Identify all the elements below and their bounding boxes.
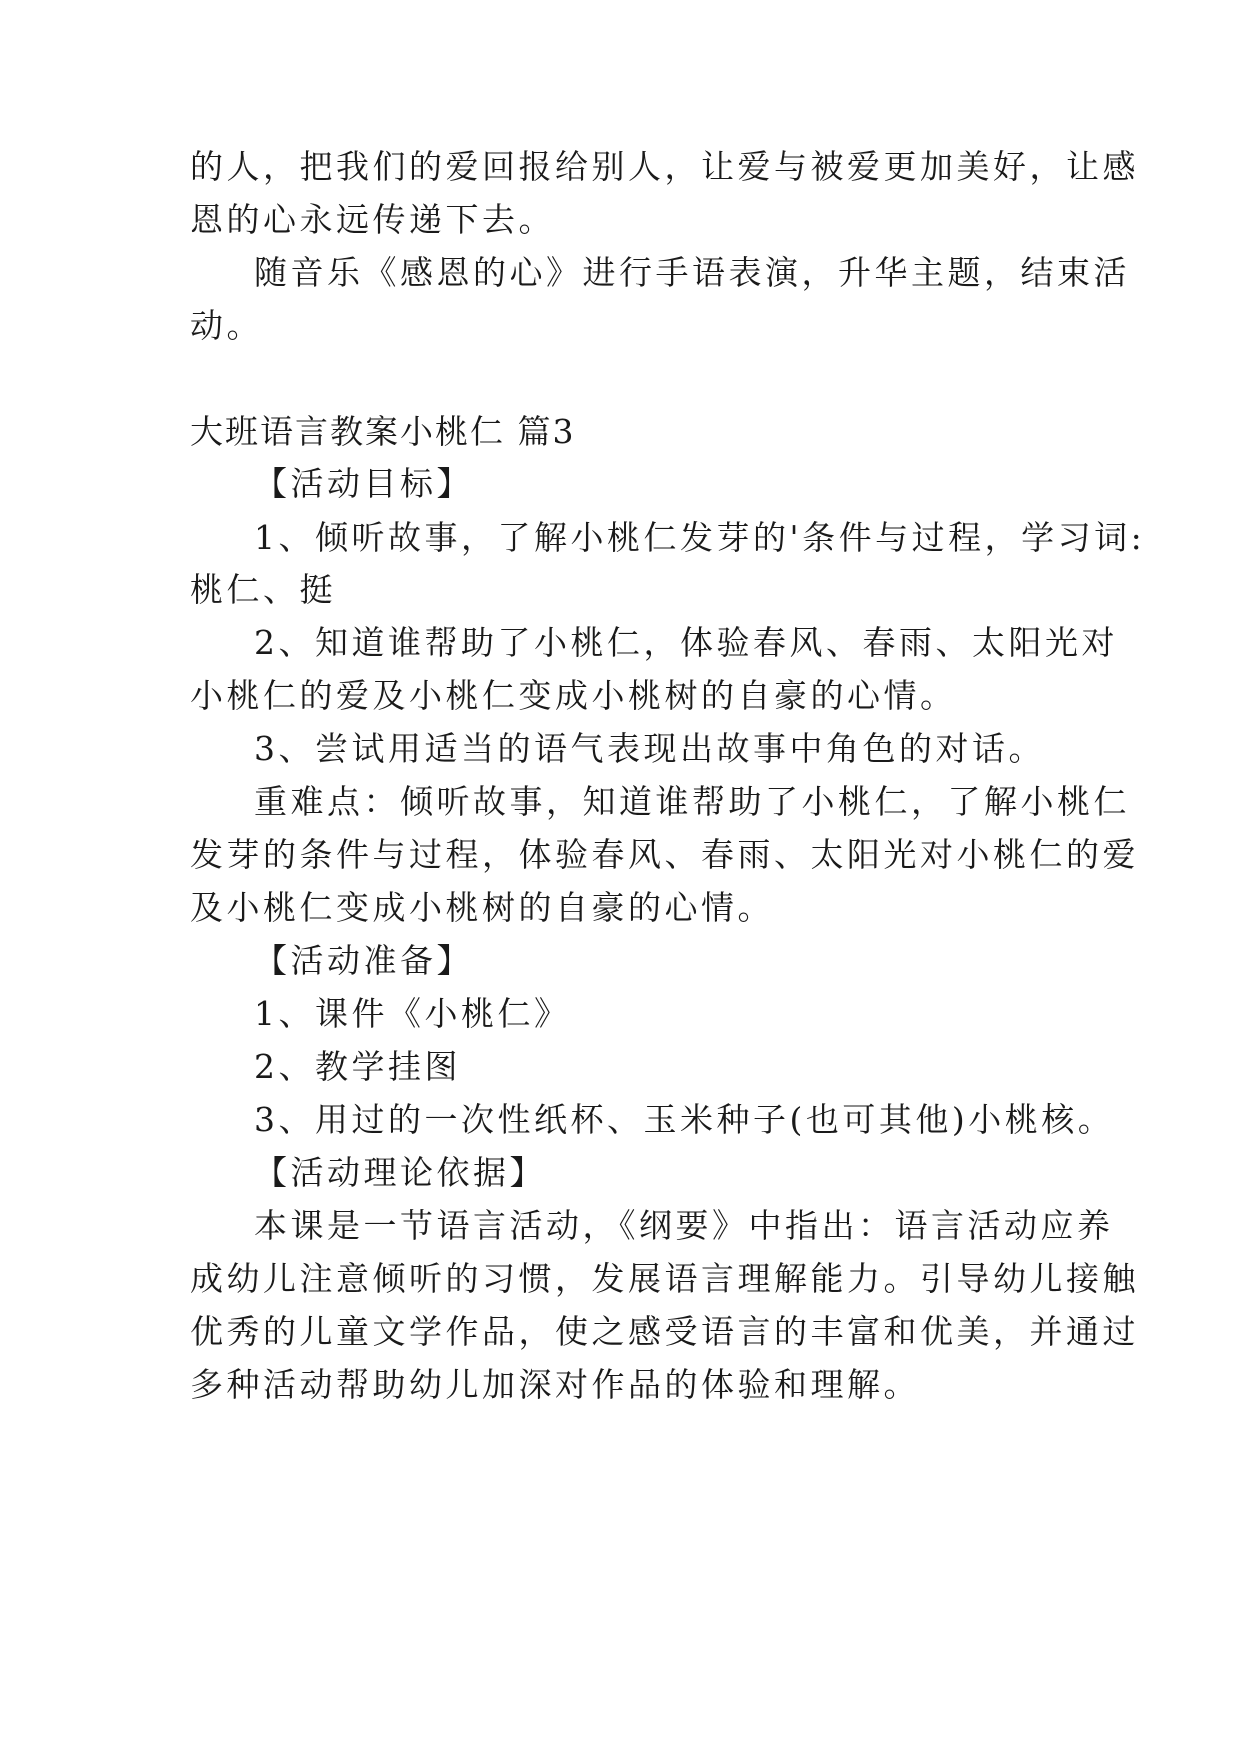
prep-item: 2、教学挂图	[254, 1047, 461, 1086]
goal-1-line: 1、倾听故事，了解小桃仁发芽的'条件与过程，学习词:	[254, 518, 1146, 557]
prep-item: 1、课件《小桃仁》	[254, 994, 571, 1033]
paragraph-line: 的人，把我们的爱回报给别人，让爱与被爱更加美好，让感	[190, 147, 1139, 186]
key-points-line: 重难点：倾听故事，知道谁帮助了小桃仁，了解小桃仁	[254, 782, 1130, 821]
paragraph-line: 动。	[190, 306, 263, 345]
theory-line: 多种活动帮助幼儿加深对作品的体验和理解。	[190, 1365, 920, 1404]
prep-heading: 【活动准备】	[254, 941, 473, 980]
goal-3-line: 3、尝试用适当的语气表现出故事中角色的对话。	[254, 729, 1045, 768]
key-points-line: 及小桃仁变成小桃树的自豪的心情。	[190, 888, 774, 927]
theory-line: 本课是一节语言活动，《纲要》中指出：语言活动应养	[254, 1206, 1114, 1245]
theory-heading: 【活动理论依据】	[254, 1153, 546, 1192]
key-points-line: 发芽的条件与过程，体验春风、春雨、太阳光对小桃仁的爱	[190, 835, 1139, 874]
section-title: 大班语言教案小桃仁 篇3	[190, 412, 576, 451]
theory-line: 成幼儿注意倾听的习惯，发展语言理解能力。引导幼儿接触	[190, 1259, 1139, 1298]
prep-item: 3、用过的一次性纸杯、玉米种子(也可其他)小桃核。	[254, 1100, 1115, 1139]
paragraph-line: 随音乐《感恩的心》进行手语表演，升华主题，结束活	[254, 253, 1130, 292]
goal-1-line: 桃仁、挺	[190, 570, 336, 609]
paragraph-line: 恩的心永远传递下去。	[190, 200, 555, 239]
theory-line: 优秀的儿童文学作品，使之感受语言的丰富和优美，并通过	[190, 1312, 1139, 1351]
goal-2-line: 2、知道谁帮助了小桃仁，体验春风、春雨、太阳光对	[254, 623, 1118, 662]
goal-2-line: 小桃仁的爱及小桃仁变成小桃树的自豪的心情。	[190, 676, 957, 715]
goals-heading: 【活动目标】	[254, 464, 473, 503]
